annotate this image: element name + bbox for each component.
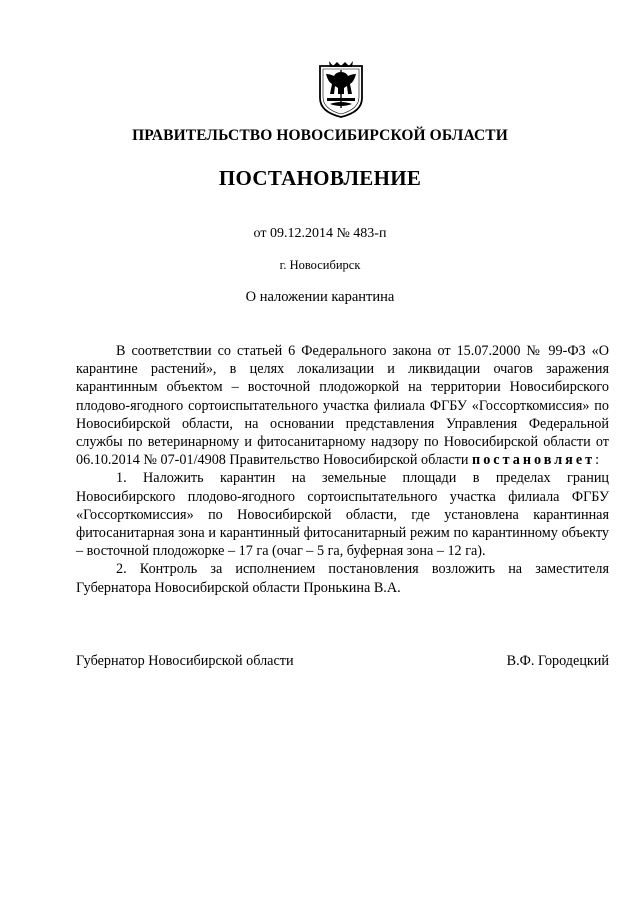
signatory-position: Губернатор Новосибирской области <box>76 653 294 669</box>
decree-word: постановляет <box>472 452 596 469</box>
document-type: ПОСТАНОВЛЕНИЕ <box>218 166 422 190</box>
document-subject: О наложении карантина <box>245 289 395 305</box>
document-city: г. Новосибирск <box>279 258 361 272</box>
novosibirsk-coat-of-arms-icon <box>316 60 366 118</box>
item-2-paragraph: 2. Контроль за исполнением постановления возложить на заместителя Губернатора Новосибирской области Пронькина В.А. <box>76 561 609 596</box>
preamble-text: В соответствии со статьей 6 Федерального закона от 15.07.2000 № 99-ФЗ «О карантине растений», в целях локализации и ликвидации очагов заражения карантинным объектом – восточной плодожоркой на территории Новосибирского плодово-ягодного сортоиспытательного участка филиала ФГБУ «Госсорткомиссия» по Новосибирской области, на основании представления Управления Федеральной службы по ветеринарному и фитосанитарному надзору по Новосибирской области от 06.10.2014 № 07-01/4908 Правительство Новосибирской области <box>76 343 609 469</box>
signatory-name: В.Ф. Городецкий <box>506 653 609 669</box>
item-1-paragraph: 1. Наложить карантин на земельные площади в пределах границ Новосибирского плодово-ягодного сортоиспытательного участка филиала ФГБУ «Госсорткомиссия» по Новосибирской области, где установлена карантинная фитосанитарная зона и карантинный фитосанитарный режим по карантинному объекту – восточной плодожорке – 17 га (очаг – 5 га, буферная зона – 12 га). <box>76 470 609 560</box>
preamble-paragraph <box>76 342 609 469</box>
decree-colon: : <box>595 452 600 469</box>
document-date-number: от 09.12.2014 № 483-п <box>253 226 387 241</box>
document-body <box>76 342 609 597</box>
government-name: ПРАВИТЕЛЬСТВО НОВОСИБИРСКОЙ ОБЛАСТИ <box>132 127 508 144</box>
